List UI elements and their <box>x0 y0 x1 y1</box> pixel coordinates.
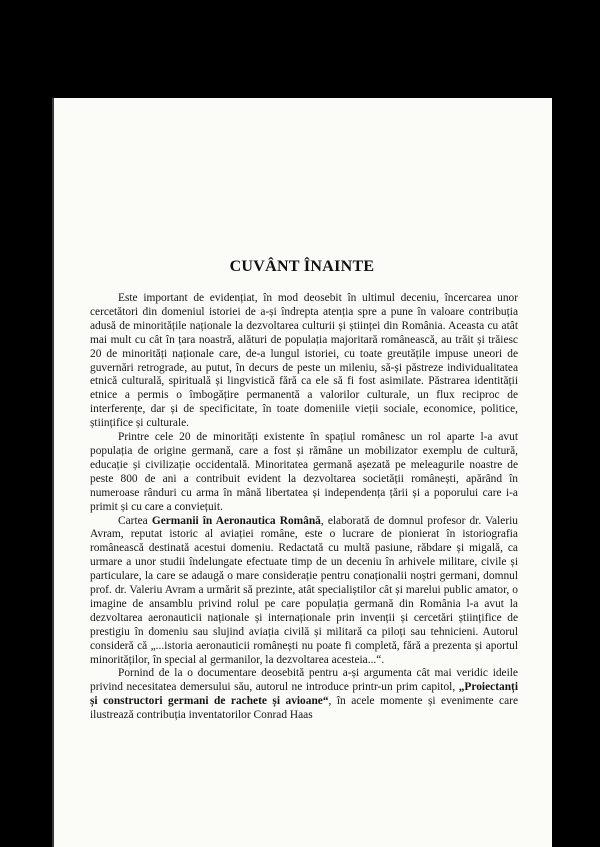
scan-margin-left <box>30 98 52 847</box>
page-title: CUVÂNT ÎNAINTE <box>229 258 375 275</box>
bold-text: Germanii în Aeronautica Română <box>151 514 321 527</box>
paragraph-text: , elaborată de domnul profesor dr. Valeriu Avram, reputat istoric al aviației române, este o lucrare de pionierat în istoriografia românească destinată acestui domeniu. Redactată cu multă pasiune, răbdare și migală, ca urmare a unor studii îndelungate efectuate timp de un deceniu în arhivele militare, civile și particulare, la care se adaugă o mare considerație pentru conaționalii noștri germani, domnul prof. dr. Valeriu Avram a urmărit să prezinte, atât specialiștilor cât și marelui public amator, o imagine de ansamblu privind rolul pe care populația germană din România l-a avut la dezvoltarea aeronauticii naționale și internaționale prin invenții și cercetări științifice de prestigiu în domeniu sau slujind aviația civilă și militară ca piloți sau tehnicieni. Autorul consideră că „...istoria aeronauticii românești nu poate fi completă, fără a prezenta și aportul minorităților, în special al germanilor, la dezvoltarea acesteia...“. <box>90 514 518 666</box>
scan-edge-line <box>52 98 54 847</box>
paragraph-text: , în acele momente și evenimente care ilustrează contribuția inventatorilor Conrad Haas <box>90 695 518 722</box>
paragraph-1 <box>90 292 518 431</box>
paragraph-text: Printre cele 20 de minorități existente în spațiul românesc un rol aparte l-a avut populația de origine germană, care a fost și rămâne un mobilizator exemplu de cultură, educație și civilizație occidentală. Minoritatea germană așezată pe meleagurile noastre de peste 800 de ani a contribuit evident la dezvoltarea societății românești, apărând în numeroase rânduri cu arma în mână libertatea și independența țării și a poporului care i-a primit și cu care a conviețuit. <box>90 431 518 513</box>
paragraph-2 <box>90 431 518 514</box>
paragraph-text: Cartea <box>118 514 152 527</box>
paragraph-4 <box>90 667 518 723</box>
paragraph-text: Este important de evidențiat, în mod deosebit în ultimul deceniu, încercarea unor cercetători din domeniul istoriei de a-și îndrepta atenția spre a pune în valoare contribuția adusă de minoritățile naționale la dezvoltarea culturii și științei din România. Aceasta cu atât mai mult cu cât în țara noastră, alături de populația majoritară românească, au trăit și trăiesc 20 de minorități naționale care, de-a lungul istoriei, cu toate greutățile impuse uneori de guvernări retrograde, au putut, în decurs de peste un mileniu, să-și păstreze individualitatea etnică culturală, spirituală și lingvistică fără ca ele să fi fost asimilate. Păstrarea identității etnice a permis o îmbogățire permanentă a valorilor culturale, un flux reciproc de interferențe, dar și de specificitate, în toate domeniile vieții sociale, economice, politice, științifice și culturale. <box>90 292 518 430</box>
body-text <box>90 292 518 723</box>
paragraph-text: Pornind de la o documentare deosebită pentru a-și argumenta cât mai veridic ideile privind necesitatea demersului său, autorul ne introduce printr-un prim capitol, <box>90 667 518 694</box>
bold-text: „Proiectanți și constructori germani de rachete și avioane“ <box>90 681 518 708</box>
paragraph-3 <box>90 515 518 668</box>
